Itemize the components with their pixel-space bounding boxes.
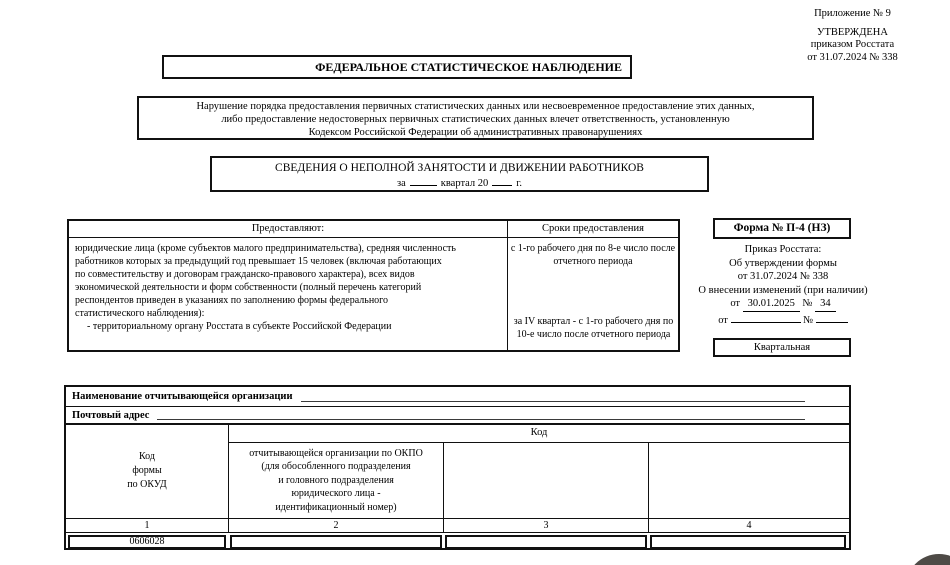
amendment-date-value: 30.01.2025 [743, 297, 800, 312]
empty-date-blank [731, 312, 801, 323]
organization-codes-table [64, 385, 851, 550]
period-prefix: за [396, 178, 406, 189]
periodicity-label: Квартальная [753, 342, 811, 353]
column-number: 2 [229, 519, 444, 532]
okud-value-cell: 0606028 [68, 535, 226, 549]
okpo-value-cell [230, 535, 442, 549]
org-name-label: Наименование отчитывающейся организации [72, 391, 293, 402]
form-title: СВЕДЕНИЯ О НЕПОЛНОЙ ЗАНЯТОСТИ И ДВИЖЕНИИ РАБОТНИКОВ [275, 162, 644, 174]
approval-label: Об утверждении формы [729, 257, 837, 269]
warning-line: Кодексом Российской Федерации об административных правонарушениях [308, 126, 643, 138]
deadline-quarterly: с 1-го рабочего дня по 8-е число после отчетного периода [510, 243, 676, 267]
code-value-cell [650, 535, 846, 549]
providers-text [75, 242, 503, 333]
amendment-label: О внесении изменений (при наличии) [698, 284, 868, 296]
number-label: № [803, 314, 814, 326]
code-value-cell [445, 535, 647, 549]
approved-label: УТВЕРЖДЕНА [817, 26, 888, 38]
empty-header-cell [444, 443, 649, 518]
postal-fill-field [157, 410, 805, 420]
postal-label: Почтовый адрес [72, 409, 150, 421]
from-label: от [730, 298, 741, 309]
approved-date: от 31.07.2024 № 338 [807, 51, 898, 63]
warning-box [137, 96, 814, 140]
okud-line: Код [139, 451, 155, 462]
federal-title-box [162, 55, 632, 79]
header-divider [69, 237, 678, 238]
form-period-line [212, 175, 707, 191]
okpo-line: идентификационный номер) [275, 501, 397, 513]
postal-address-row [66, 407, 849, 425]
floating-action-button[interactable] [906, 554, 950, 565]
providers-header: Предоставляют: [251, 223, 325, 234]
okud-header-cell [66, 424, 229, 518]
period-middle: квартал 20 [440, 178, 489, 189]
warning-line: Нарушение порядка предоставления первичных статистических данных или несвоевременное предоставление этих данных, [196, 101, 755, 112]
form-number: Форма № П-4 (НЗ) [733, 222, 831, 234]
warning-line: либо предоставление недостоверных первичных статистических данных влечет ответственность, установленную [221, 113, 730, 125]
okpo-line: (для обособленного подразделения [261, 461, 411, 473]
provider-line: юридические лица (кроме субъектов малого предпринимательства), средняя численность [75, 243, 456, 254]
column-number: 4 [746, 520, 752, 531]
okud-line: формы [132, 465, 162, 476]
column-number: 3 [444, 519, 649, 532]
provider-line: по совместительству и договорам гражданско-правового характера), всех видов [75, 269, 415, 280]
quarter-blank-field [410, 175, 437, 186]
org-name-row [66, 387, 849, 407]
provider-line: работников которых за предыдущий год превышает 15 человек (включая работающих [75, 256, 442, 267]
federal-title: ФЕДЕРАЛЬНОЕ СТАТИСТИЧЕСКОЕ НАБЛЮДЕНИЕ [315, 60, 622, 74]
provider-line: респондентов приведен в указаниях по заполнению формы федерального [75, 295, 389, 306]
form-title-box [210, 156, 709, 192]
number-label: № [802, 298, 813, 309]
org-name-fill-field [301, 391, 805, 402]
code-header-cell: Код [229, 424, 849, 443]
providers-table [67, 219, 680, 352]
column-numbers-row [66, 518, 849, 533]
okud-line: по ОКУД [127, 479, 167, 490]
okpo-line: юридического лица - [291, 488, 381, 500]
empty-number-blank [816, 312, 848, 323]
period-suffix: г. [516, 178, 523, 189]
provider-line: экономической деятельности и форм собственности (полный перечень категорий [75, 282, 422, 293]
okpo-line: и головного подразделения [278, 474, 394, 486]
amendment-line [688, 297, 878, 312]
amendment-line-empty [688, 312, 878, 328]
approval-date: от 31.07.2024 № 338 [737, 271, 829, 282]
column-number: 1 [66, 519, 229, 532]
deadlines-header: Сроки предоставления [542, 223, 644, 234]
column-divider [507, 221, 508, 350]
amendment-number-value: 34 [815, 297, 836, 312]
empty-header-cell [649, 443, 849, 518]
from-label: от [718, 314, 728, 326]
provider-line: статистического наблюдения): [75, 308, 205, 319]
appendix-note [770, 8, 935, 64]
form-number-box [713, 218, 851, 239]
deadline-q4: за IV квартал - с 1-го рабочего дня по 10-е число после отчетного периода [513, 316, 674, 340]
order-label: Приказ Росстата: [744, 244, 822, 255]
okpo-line: отчитывающейся организации по ОКПО [249, 447, 423, 459]
year-blank-field [492, 175, 512, 186]
periodicity-box [713, 338, 851, 357]
okpo-header-cell [229, 443, 444, 518]
provider-line: - территориальному органу Росстата в субъекте Российской Федерации [87, 321, 392, 332]
appendix-number: Приложение № 9 [814, 8, 891, 19]
approved-by: приказом Росстата [810, 39, 895, 50]
order-block [688, 243, 878, 327]
